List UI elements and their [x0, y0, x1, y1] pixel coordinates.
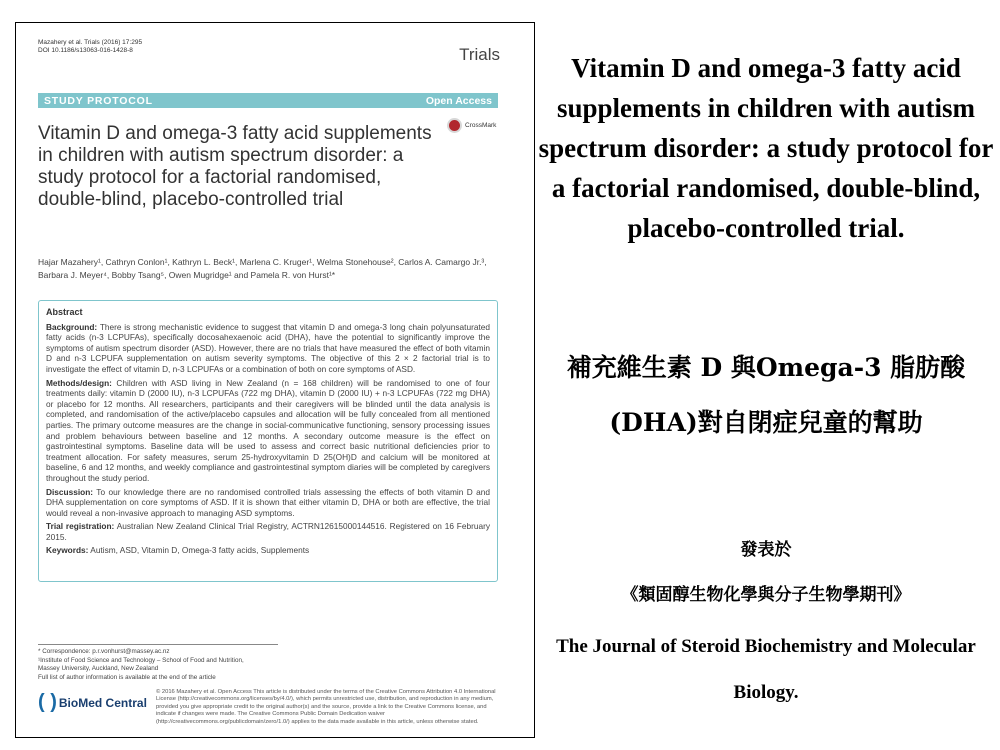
abstract-trial: [46, 521, 490, 542]
methods-label: Methods/design:: [46, 377, 112, 388]
license-text: © 2016 Mazahery et al. Open Access This article is distributed under the terms of the Creative Commons Attribution 4.0 International License (http://creativecommons.org/licenses/by/4.0/), which permits unrestricted use, distribution, and reproduction in any medium, provided you give appropriate credit to the original author(s) and the source, provide a link to the Creative Commons license, and indicate if changes were made. The Creative Commons Public Domain Dedication waiver (http://creativecommons.org/publicdomain/zero/1.0/) applies to the data made available in this article, unless otherwise stated.: [156, 689, 496, 725]
author-info-note: Full list of author information is available at the end of the article: [38, 674, 216, 682]
section-banner: [38, 93, 498, 108]
trial-text: Australian New Zealand Clinical Trial Registry, ACTRN12615000144516. Registered on 16 February 2015.: [46, 521, 490, 542]
crossmark-badge: [447, 118, 496, 133]
trial-label: Trial registration:: [46, 521, 115, 532]
abstract-background: [46, 322, 490, 375]
paper-page-image: [15, 22, 535, 738]
abstract-discussion: [46, 487, 490, 519]
open-access-label: Open Access: [425, 95, 492, 107]
doi-line: DOI 10.1186/s13063-016-1428-8: [38, 47, 133, 54]
footnote-divider: [38, 644, 278, 645]
keywords-label: Keywords:: [46, 545, 89, 556]
abstract-keywords: [46, 545, 490, 556]
citation-meta: [38, 39, 142, 55]
footnotes: [38, 648, 298, 683]
correspondence-note: * Correspondence: p.r.vonhurst@massey.ac.nz: [38, 648, 170, 655]
background-text: There is strong mechanistic evidence to suggest that vitamin D and omega-3 long chain polyunsaturated fatty acids (n-3 LCPUFAs), specifically docosahexaenoic acid (DHA), have the potential to significantly improve the symptoms of autism spectrum disorder (ASD). However, there are no trials that have measured the effect of both vitamin D and n-3 LCPUFA supplementation on autism severity symptoms. The objective of this 2 × 2 factorial trial is to investigate the effect of vitamin D, n-3 LCPUFAs or a combination of both on core symptoms of ASD.: [46, 321, 490, 374]
discussion-text: To our knowledge there are no randomised controlled trials assessing the effects of both vitamin D and DHA supplementation on core symptoms of ASD. If it is shown that either vitamin D, DHA or both are effective, the trial would reveal a non-invasive approach to managing ASD symptoms.: [46, 486, 491, 518]
biomed-central-icon: ( ): [38, 691, 57, 713]
affiliation-note: ¹Institute of Food Science and Technology – School of Food and Nutrition,: [38, 656, 244, 664]
paper-title: Vitamin D and omega-3 fatty acid supplements in children with autism spectrum disorder: a study protocol for a factorial randomised, double-blind, placebo-controlled trial: [38, 123, 432, 210]
crossmark-label: CrossMark: [465, 122, 497, 129]
journal-name-english: The Journal of Steroid Biochemistry and Molecular Biology.: [556, 636, 976, 703]
crossmark-icon: [447, 118, 462, 133]
journal-name: Trials: [459, 45, 500, 64]
publisher-logo: [38, 691, 147, 714]
publisher-name: BioMed Central: [58, 695, 147, 710]
journal-name-chinese: 《類固醇生物化學與分子生物學期刊》: [621, 585, 911, 605]
author-list: Hajar Mazahery¹, Cathryn Conlon¹, Kathryn L. Beck¹, Marlena C. Kruger¹, Welma Stonehouse², Carlos A. Camargo Jr.³, Barbara J. Meyer⁴, Bobby Tsang⁵, Owen Mugridge¹ and Pamela R. von Hurst¹*: [38, 257, 487, 280]
abstract-box: [38, 300, 498, 582]
methods-text: Children with ASD living in New Zealand (n = 168 children) will be randomised to one of four treatments daily: vitamin D (2000 IU), n-3 LCPUFAs (722 mg DHA), vitamin D (2000 IU) + n-3 LCPUFAs (722 mg DHA) or placebo for 12 months. All researchers, participants and their caregivers will be blinded until the data analysis is completed, and randomisation of the active/placebo capsules and allocation will be fully concealed from all mentioned parties. The primary outcome measures are the change in social-communicative functioning, sensory processing issues and problem behaviours between baseline and 12 months. A secondary outcome measure is the effect on gastrointestinal symptoms. Baseline data will be used to assess and correct basic nutritional deficiencies prior to treatment allocation. For safety measures, serum 25-hydroxyvitamin D 25(OH)D and calcium will be monitored at baseline, 6 and 12 months, and weekly compliance and gastrointestinal symptom diaries will be completed by caregivers throughout the study period.: [46, 377, 491, 483]
citation-line: Mazahery et al. Trials (2016) 17:295: [38, 39, 143, 46]
affiliation-note: Massey University, Auckland, New Zealand: [38, 665, 159, 673]
english-title: Vitamin D and omega-3 fatty acid supplements in children with autism spectrum disorder: a study protocol for a factorial randomised, double-blind, placebo-controlled trial.: [538, 53, 994, 243]
discussion-label: Discussion:: [46, 486, 94, 497]
section-label: STUDY PROTOCOL: [44, 95, 153, 107]
abstract-methods: [46, 378, 490, 484]
background-label: Background:: [46, 321, 98, 332]
published-in-label: 發表於: [740, 540, 792, 560]
keywords-text: Autism, ASD, Vitamin D, Omega-3 fatty acids, Supplements: [90, 545, 310, 556]
chinese-title: 補充維生素 D 與Omega-3 脂肪酸(DHA)對自閉症兒童的幫助: [566, 353, 966, 437]
abstract-heading: Abstract: [46, 307, 83, 317]
